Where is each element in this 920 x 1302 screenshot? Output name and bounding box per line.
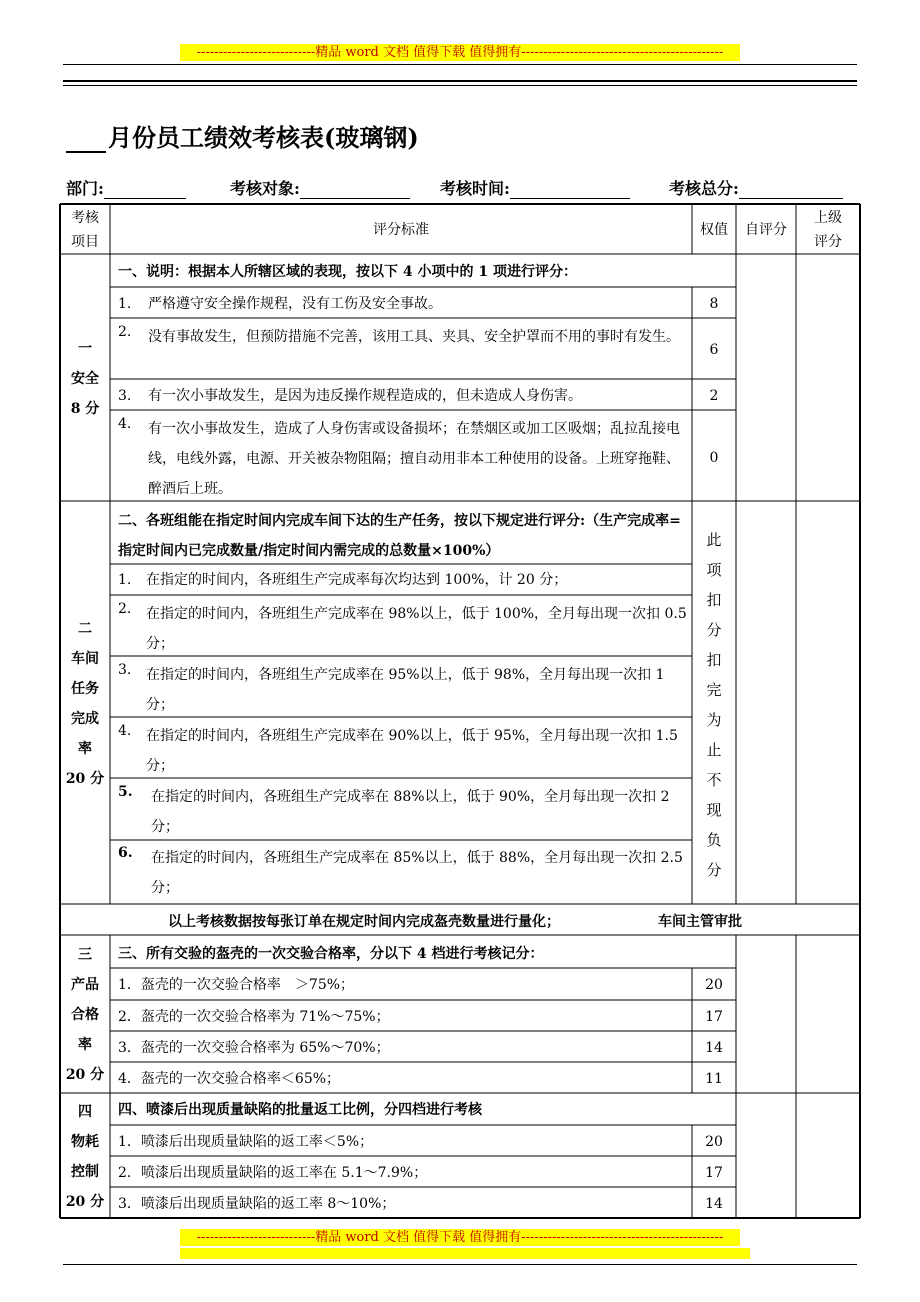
time-field[interactable]: 考核时间:	[440, 176, 630, 199]
sec4-label: 四 物耗 控制 20 分	[65, 1104, 105, 1210]
footer-rule	[63, 1264, 857, 1265]
score-value: 17	[705, 1009, 723, 1025]
score-value: 6	[709, 342, 719, 358]
sec2-label: 二 车间 任务 完成 率 20 分	[65, 621, 105, 787]
footer-banner: ---------------------------精品 word 文档 值得下载 值得拥有----------------------------------------------	[180, 1229, 740, 1246]
list-item: 2．盔壳的一次交验合格率为 71%～75%；	[118, 1009, 390, 1025]
sec4-intro: 四、喷漆后出现质量缺陷的批量返工比例，分四档进行考核	[118, 1102, 482, 1118]
header-banner: ---------------------------精品 word 文档 值得下载 值得拥有----------------------------------------------	[180, 44, 740, 61]
header-rule-3	[63, 85, 857, 86]
score-value: 0	[709, 450, 719, 466]
header-criteria: 评分标准	[373, 222, 429, 238]
sec2-vertical-note: 此 项 扣 分 扣 完 为 止 不 现 负 分	[706, 531, 722, 879]
list-item: 3．盔壳的一次交验合格率为 65%～70%；	[118, 1040, 390, 1056]
header-weight: 权值	[700, 222, 728, 238]
list-item: 5. 在指定的时间内，各班组生产完成率在 88%以上，低于 90%，全月每出现一次扣 2 分；	[118, 784, 670, 835]
score-value: 14	[705, 1040, 723, 1056]
list-item: 4．盔壳的一次交验合格率＜65%；	[118, 1071, 341, 1087]
sec1-intro: 一、说明：根据本人所辖区域的表现，按以下 4 小项中的 1 项进行评分：	[118, 264, 577, 280]
score-value: 20	[705, 1134, 723, 1150]
list-item: 1．喷漆后出现质量缺陷的返工率＜5%；	[118, 1134, 374, 1150]
header-rule-1	[63, 64, 857, 65]
list-item: 1. 严格遵守安全操作规程，没有工伤及安全事故。	[118, 296, 442, 312]
list-item: 4. 在指定的时间内，各班组生产完成率在 90%以上，低于 95%，全月每出现一次扣 1.5 分；	[118, 723, 678, 774]
list-item: 1. 在指定的时间内，各班组生产完成率每次均达到 100%，计 20 分；	[118, 572, 568, 588]
list-item: 6. 在指定的时间内，各班组生产完成率在 85%以上，低于 88%，全月每出现一次扣 2.5 分；	[118, 845, 683, 896]
score-value: 20	[705, 977, 723, 993]
list-item: 2．喷漆后出现质量缺陷的返工率在 5.1～7.9%；	[118, 1165, 428, 1181]
score-value: 2	[709, 388, 719, 404]
sec3-label: 三 产品 合格 率 20 分	[65, 947, 105, 1083]
score-value: 11	[705, 1071, 723, 1087]
header-item: 考核 项目	[71, 210, 99, 250]
note-row-approval: 车间主管审批	[658, 914, 742, 930]
target-field[interactable]: 考核对象:	[230, 176, 410, 199]
sec2-intro: 二、各班组能在指定时间内完成车间下达的生产任务，按以下规定进行评分:（生产完成率=指定时间内已完成数量/指定时间内需完成的总数量×100%）	[118, 513, 681, 559]
header-rule-2	[63, 80, 857, 82]
sec1-label: 一 安全 8 分	[70, 341, 100, 417]
header-self-score: 自评分	[745, 222, 787, 238]
header-superior-score: 上级 评分	[814, 210, 842, 250]
list-item: 3. 有一次小事故发生，是因为违反操作规程造成的，但未造成人身伤害。	[118, 388, 582, 404]
note-row-text: 以上考核数据按每张订单在规定时间内完成盔壳数量进行量化；	[168, 914, 560, 930]
list-item: 2. 没有事故发生，但预防措施不完善，该用工具、夹具、安全护罩而不用的事时有发生。	[118, 324, 680, 345]
list-item: 3．喷漆后出现质量缺陷的返工率 8～10%；	[118, 1196, 396, 1212]
dept-field[interactable]: 部门:	[66, 176, 186, 199]
total-field[interactable]: 考核总分:	[669, 176, 843, 199]
list-item: 4. 有一次小事故发生，造成了人身伤害或设备损坏；在禁烟区或加工区吸烟；乱拉乱接电线，电线外露，电源、开关被杂物阻隔；擅自动用非本工种使用的设备。上班穿拖鞋、醉酒后上班。	[118, 416, 680, 497]
month-blank[interactable]	[66, 127, 106, 153]
page-title: 月份员工绩效考核表(玻璃钢)	[66, 118, 419, 153]
score-value: 17	[705, 1165, 723, 1181]
info-line	[66, 176, 856, 198]
list-item: 2. 在指定的时间内，各班组生产完成率在 98%以上，低于 100%，全月每出现一次扣 0.5 分；	[118, 601, 687, 652]
score-value: 8	[709, 296, 719, 312]
sec3-intro: 三、所有交验的盔壳的一次交验合格率，分以下 4 档进行考核记分：	[118, 946, 544, 962]
list-item: 3. 在指定的时间内，各班组生产完成率在 95%以上，低于 98%，全月每出现一次扣 1 分；	[118, 662, 665, 713]
list-item: 1．盔壳的一次交验合格率 ＞75%；	[118, 977, 355, 993]
score-value: 14	[705, 1196, 723, 1212]
footer-banner-strip	[180, 1248, 750, 1259]
